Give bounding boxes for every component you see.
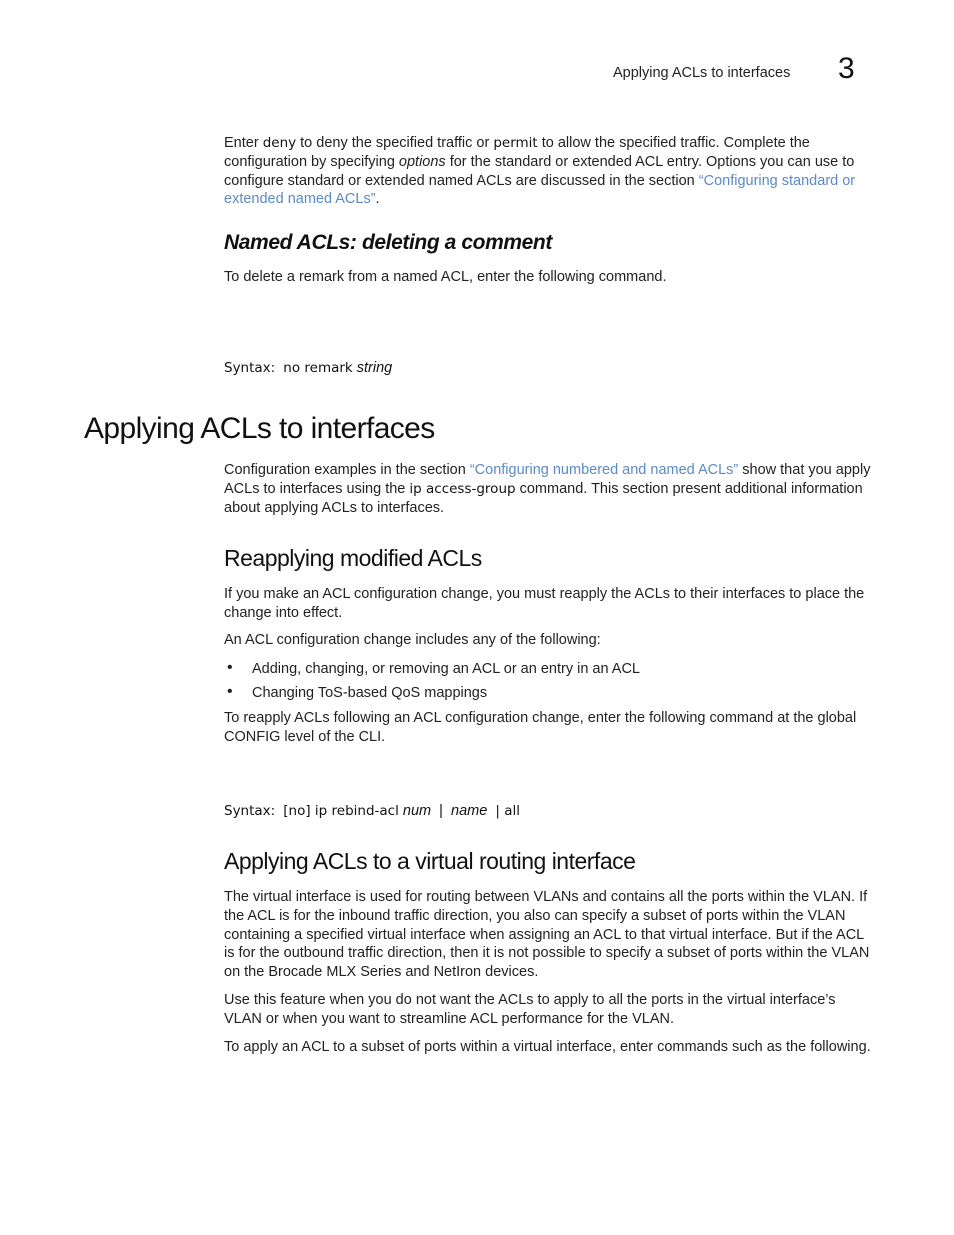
list-item-text: Adding, changing, or removing an ACL or an entry in an ACL: [252, 661, 640, 677]
intro-paragraph: [224, 134, 874, 209]
named-acls-heading: Named ACLs: deleting a comment: [224, 231, 552, 254]
syntax-argument: string: [356, 360, 393, 376]
running-header-title: Applying ACLs to interfaces: [613, 65, 791, 81]
syntax-command: no remark: [283, 360, 353, 376]
virtual-paragraph-2: Use this feature when you do not want the ACLs to apply to all the ports in the virtual interface’s VLAN or when you want to streamline ACL performance for the VLAN.: [224, 992, 836, 1027]
reapplying-heading: Reapplying modified ACLs: [224, 545, 482, 571]
link-configuring-standard-extended[interactable]: “Configuring standard or extended named ACLs”: [224, 172, 856, 208]
applying-text-3: command. This section present additional information about applying ACLs to interfaces.: [224, 480, 863, 516]
options-term: options: [398, 153, 446, 170]
link-configuring-numbered-named[interactable]: “Configuring numbered and named ACLs”: [469, 462, 739, 478]
syntax-separator: |: [439, 803, 443, 819]
bullet-icon: •: [227, 659, 233, 676]
syntax-label: Syntax:: [224, 803, 276, 819]
applying-text-1: Configuration examples in the section: [224, 462, 470, 478]
intro-text-1: Enter: [224, 135, 263, 151]
reapplying-paragraph-1: If you make an ACL configuration change, you must reapply the ACLs to their interfaces to place the change into effect.: [224, 586, 865, 621]
named-acls-syntax: [224, 360, 392, 376]
syntax-name: name: [451, 803, 488, 819]
virtual-interface-heading: Applying ACLs to a virtual routing interface: [224, 848, 636, 874]
bullet-icon: •: [227, 683, 233, 700]
syntax-label: Syntax:: [224, 360, 276, 376]
applying-text-2: show that you apply ACLs to interfaces using the: [224, 462, 871, 497]
intro-text-2: to deny the specified traffic or: [296, 135, 494, 151]
syntax-num: num: [402, 803, 432, 819]
applying-acls-heading: Applying ACLs to interfaces: [84, 412, 435, 445]
reapplying-paragraph-2: An ACL configuration change includes any of the following:: [224, 632, 601, 648]
reapplying-paragraph-3: To reapply ACLs following an ACL configuration change, enter the following command at the global CONFIG level of the CLI.: [224, 710, 857, 745]
list-item-text: Changing ToS-based QoS mappings: [252, 685, 488, 701]
rebind-syntax: [224, 803, 520, 819]
intro-text-3: to allow the specified traffic. Complete the configuration by specifying: [224, 135, 810, 170]
intro-text-end: .: [375, 191, 380, 208]
ip-access-group-command: ip access-group: [409, 480, 516, 497]
syntax-command: [no] ip rebind-acl: [283, 803, 399, 819]
intro-text-4: for the standard or extended ACL entry. Options you can use to configure standard or extended named ACLs are discussed in the section: [224, 153, 855, 189]
syntax-all: | all: [495, 803, 520, 819]
virtual-paragraph-3: To apply an ACL to a subset of ports within a virtual interface, enter commands such as the following.: [224, 1039, 871, 1055]
applying-acls-paragraph: [224, 461, 874, 517]
virtual-paragraph-1: The virtual interface is used for routing between VLANs and contains all the ports within the VLAN. If the ACL is for the inbound traffic direction, you also can specify a subset of ports within the VLAN containing a specified virtual interface when assigning an ACL to that virtual interface. But if the ACL is for the outbound traffic direction, then it is not possible to specify a subset of ports within the VLAN on the Brocade MLX Series and NetIron devices.: [224, 889, 870, 981]
deny-keyword: deny: [262, 135, 297, 151]
chapter-number: 3: [838, 52, 855, 85]
named-acls-paragraph: To delete a remark from a named ACL, enter the following command.: [224, 269, 667, 285]
permit-keyword: permit: [493, 135, 538, 151]
